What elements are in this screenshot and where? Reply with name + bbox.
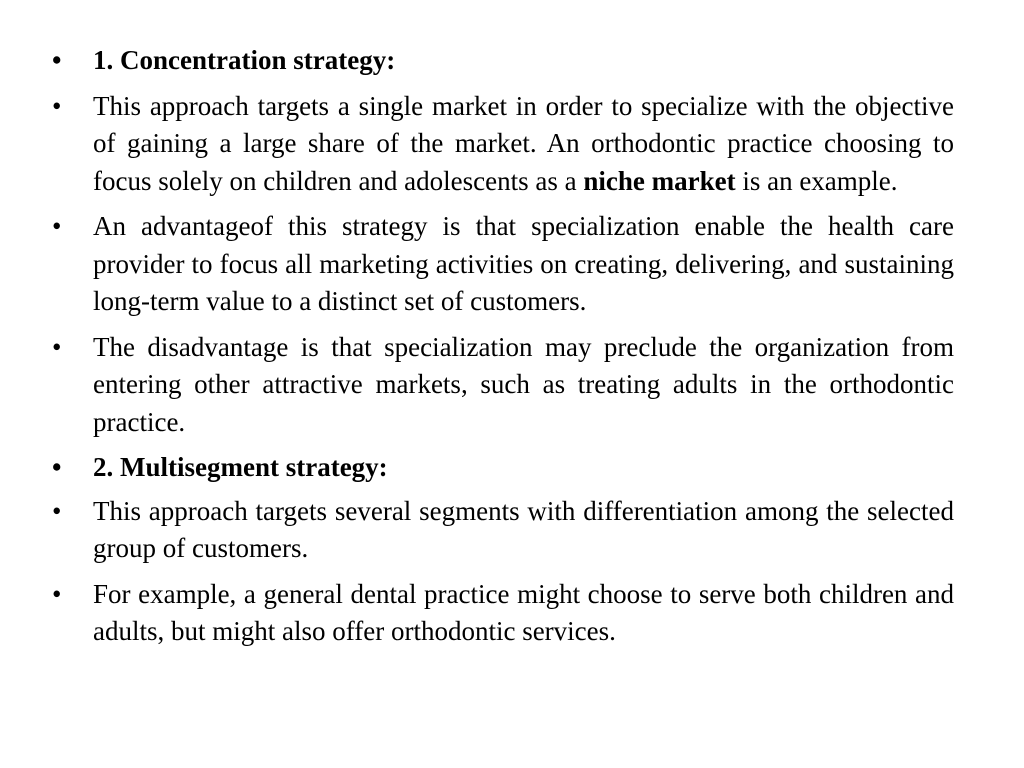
bullet-item-multisegment-heading (52, 449, 954, 487)
bullet-item-concentration-heading (52, 42, 954, 80)
bullet-icon: • (52, 211, 62, 241)
bullet-text-tail: is an example. (735, 165, 898, 196)
bullet-text: An advantageof this strategy is that specialization enable the health care provider to focus all marketing activities on creating, delivering, and sustaining long-term value to a distinct set of customers. (93, 211, 954, 316)
bullet-icon: • (52, 452, 62, 482)
bullet-icon: • (52, 495, 62, 526)
bullet-icon: • (52, 578, 62, 609)
bullet-text: For example, a general dental practice might choose to serve both children and adults, but might also offer orthodontic services. (93, 578, 954, 646)
bullet-icon: • (52, 45, 62, 75)
bullet-item-example (52, 576, 954, 651)
bullet-text: This approach targets several segments with differentiation among the selected group of customers. (93, 495, 954, 563)
bullet-list (52, 42, 954, 659)
bullet-item-disadvantage (52, 329, 954, 442)
bullet-text: 2. Multisegment strategy: (93, 452, 388, 482)
bullet-item-advantage (52, 208, 954, 321)
bullet-text: The disadvantage is that specialization may preclude the organization from entering other attractive markets, such as treating adults in the orthodontic practice. (93, 331, 954, 437)
bullet-item-concentration-approach (52, 88, 954, 201)
bullet-text: 1. Concentration strategy: (93, 45, 396, 75)
bullet-item-multisegment-approach (52, 493, 954, 568)
bullet-text: This approach targets a single market in order to specialize with the objective of gaining a large share of the market. An orthodontic practice choosing to focus solely on children and adolescents as a (93, 90, 954, 196)
bullet-icon: • (52, 90, 62, 121)
bullet-icon: • (52, 331, 62, 362)
bullet-text-bold: niche market (583, 165, 736, 196)
